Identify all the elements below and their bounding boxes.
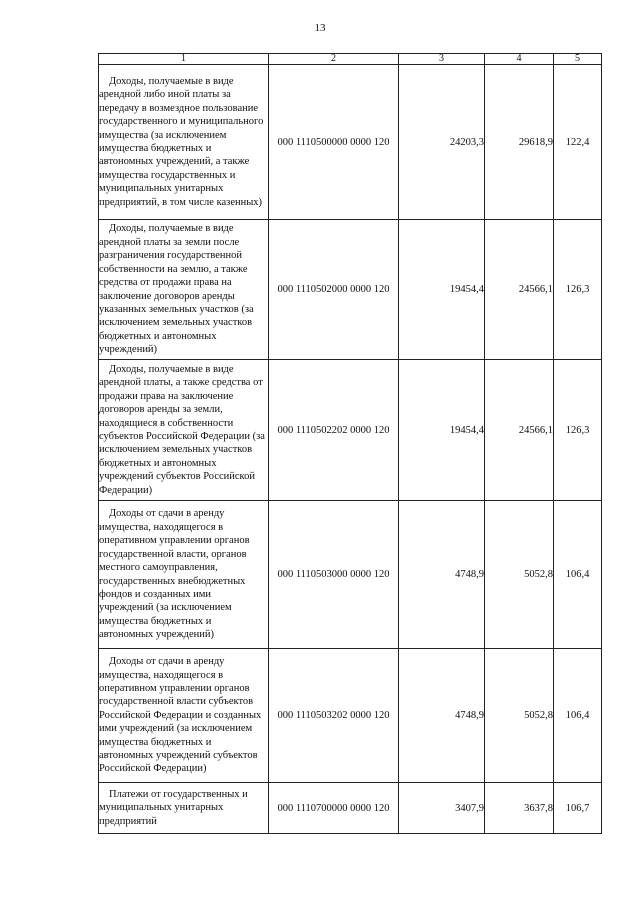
row-value-col5: 126,3	[554, 220, 602, 360]
row-value-col5: 122,4	[554, 65, 602, 220]
column-header-1: 1	[99, 54, 269, 65]
column-header-2: 2	[269, 54, 399, 65]
row-value-col4: 5052,8	[485, 501, 554, 649]
row-value-col4: 5052,8	[485, 649, 554, 783]
row-description: Доходы, получаемые в виде арендной платы, а также средства от продажи права на заключение договоров аренды за земли, находящиеся в собственности субъектов Российской Федерации (за исключением земельных участков бюджетных и автономных учреждений субъектов Российской Федерации)	[99, 360, 269, 501]
row-value-col3: 4748,9	[399, 649, 485, 783]
row-description: Доходы от сдачи в аренду имущества, находящегося в оперативном управлении органов государственной власти, органов местного самоуправления, государственных внебюджетных фондов и созданных ими учреждений (за исключением имущества бюджетных и автономных учреждений)	[99, 501, 269, 649]
row-value-col5: 106,4	[554, 649, 602, 783]
table-row	[99, 360, 602, 501]
row-code: 000 1110502202 0000 120	[269, 360, 399, 501]
revenue-table	[98, 53, 602, 834]
table-row	[99, 220, 602, 360]
table-row	[99, 501, 602, 649]
column-header-3: 3	[399, 54, 485, 65]
row-value-col3: 24203,3	[399, 65, 485, 220]
row-value-col3: 19454,4	[399, 360, 485, 501]
table-row	[99, 649, 602, 783]
row-code: 000 1110700000 0000 120	[269, 783, 399, 834]
row-code: 000 1110500000 0000 120	[269, 65, 399, 220]
table-header-row	[99, 54, 602, 65]
page-number: 13	[314, 22, 326, 34]
row-code: 000 1110502000 0000 120	[269, 220, 399, 360]
row-value-col5: 126,3	[554, 360, 602, 501]
row-value-col4: 29618,9	[485, 65, 554, 220]
column-header-4: 4	[485, 54, 554, 65]
column-header-5: 5	[554, 54, 602, 65]
row-description: Доходы, получаемые в виде арендной платы за земли после разграничения государственной собственности на землю, а также средства от продажи права на заключение договоров аренды указанных земельных участков (за исключением земельных участков бюджетных и автономных учреждений)	[99, 220, 269, 360]
row-value-col4: 24566,1	[485, 360, 554, 501]
row-value-col5: 106,4	[554, 501, 602, 649]
row-value-col4: 24566,1	[485, 220, 554, 360]
row-value-col5: 106,7	[554, 783, 602, 834]
row-code: 000 1110503000 0000 120	[269, 501, 399, 649]
row-description: Доходы от сдачи в аренду имущества, находящегося в оперативном управлении органов государственной власти субъектов Российской Федерации и созданных ими учреждений (за исключением имущества бюджетных и автономных учреждений субъектов Российской Федерации)	[99, 649, 269, 783]
row-value-col4: 3637,8	[485, 783, 554, 834]
table-row	[99, 65, 602, 220]
row-code: 000 1110503202 0000 120	[269, 649, 399, 783]
row-value-col3: 3407,9	[399, 783, 485, 834]
row-value-col3: 19454,4	[399, 220, 485, 360]
row-description: Платежи от государственных и муниципальных унитарных предприятий	[99, 783, 269, 834]
table-row	[99, 783, 602, 834]
row-description: Доходы, получаемые в виде арендной либо иной платы за передачу в возмездное пользование государственного и муниципального имущества (за исключением имущества бюджетных и автономных учреждений, а также имущества государственных и муниципальных унитарных предприятий, в том числе казенных)	[99, 65, 269, 220]
row-value-col3: 4748,9	[399, 501, 485, 649]
